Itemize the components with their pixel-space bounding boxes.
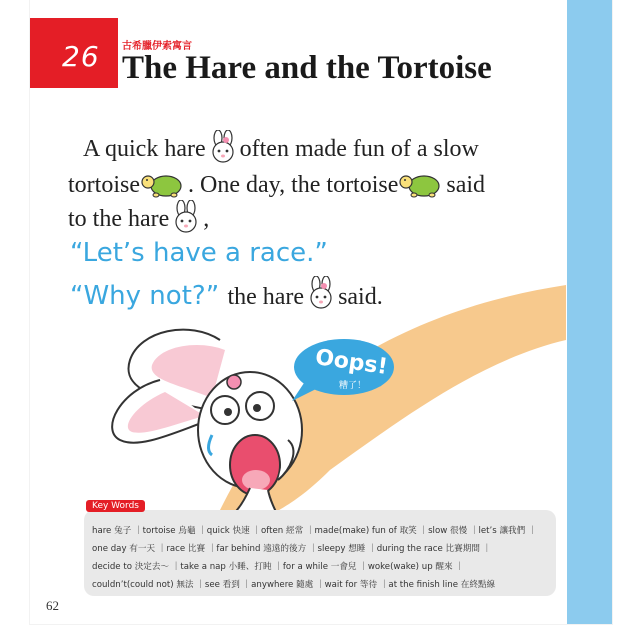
story-text: often made fun of a slow: [239, 136, 479, 163]
hare-icon: [206, 130, 240, 171]
key-words-line: hare 兔子 ｜tortoise 烏龜 ｜quick 快速 ｜often 經常 ｜made(make) fun of 取笑 ｜slow 很慢 ｜let’s 讓我們 ｜: [92, 526, 537, 536]
story-line-3: [68, 200, 209, 241]
story-text: A quick hare: [83, 136, 206, 163]
story-text: said.: [338, 284, 383, 310]
story-text: said: [446, 172, 486, 199]
quote-line-1: “Let’s have a race.”: [70, 238, 328, 268]
key-words-line: couldn’t(could not) 無法 ｜see 看到 ｜anywhere 隨處 ｜wait for 等待 ｜at the finish line 在終點線: [92, 580, 496, 590]
quote-line-2: [70, 276, 383, 317]
bubble-subtext: 糟了！: [339, 381, 367, 391]
tortoise-icon: [398, 168, 446, 205]
lesson-number: 26: [62, 40, 100, 73]
story-text: to the hare: [68, 206, 170, 233]
quote-text: “Why not?”: [70, 281, 220, 311]
hare-icon: [169, 200, 203, 241]
story-line-1: [83, 130, 479, 171]
key-words-line: decide to 決定去～ ｜take a nap 小睡、打盹 ｜for a while 一會兒 ｜woke(wake) up 醒來 ｜: [92, 562, 464, 572]
story-text: the hare: [227, 284, 305, 310]
key-words-line: one day 有一天 ｜race 比賽 ｜far behind 遠遠的後方 ｜sleepy 想睡 ｜during the race 比賽期間 ｜: [92, 544, 492, 554]
series-label: 古希臘伊索寓言: [122, 41, 192, 52]
page-number: 62: [46, 598, 59, 613]
story-text: . One day, the tortoise: [188, 172, 399, 199]
key-words-label: Key Words: [86, 500, 145, 512]
hare-icon: [304, 276, 338, 317]
story-text: tortoise: [68, 172, 140, 199]
story-text: ,: [203, 206, 210, 233]
page-title: The Hare and the Tortoise: [122, 50, 492, 86]
bubble-text: Oops!: [313, 345, 390, 380]
